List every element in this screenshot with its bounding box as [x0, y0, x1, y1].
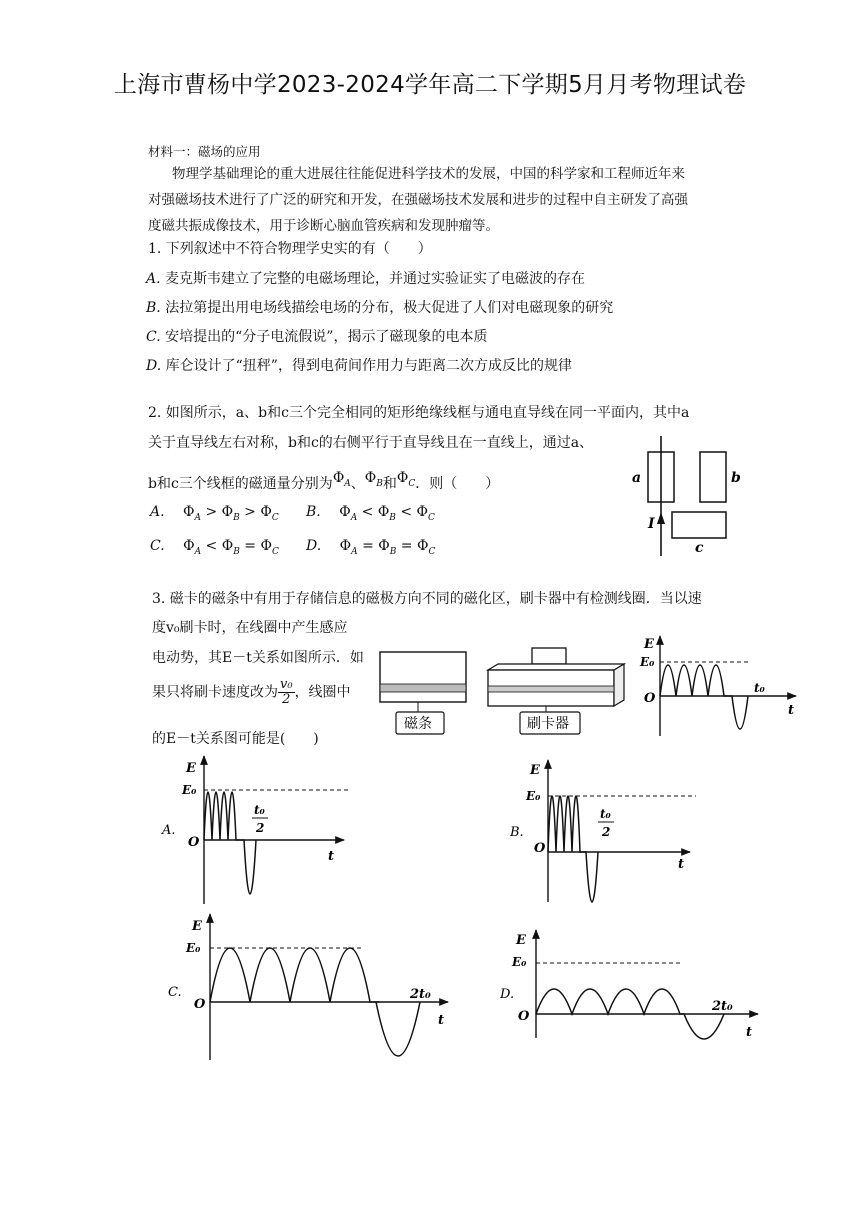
label-a: a	[632, 470, 642, 486]
phi-c-symbol: $\Phi_C$	[396, 470, 416, 489]
q2-line-2: 关于直导线左右对称，b和c的右侧平行于直导线且在一直线上，通过a、	[148, 435, 594, 451]
graph-c-origin-label: O	[194, 997, 206, 1012]
graph-b-curve	[548, 796, 598, 902]
q2-option-b-text: $\Phi_A < \Phi_B < \Phi_C$	[339, 504, 435, 523]
graph-b-tick-num: t₀	[600, 807, 611, 821]
q3-line-5: 的E－t关系图可能是( )	[152, 731, 319, 747]
graph-b-e0-label: E₀	[526, 789, 541, 803]
card-label: 磁条	[404, 716, 432, 732]
graph-a-letter: A.	[162, 823, 176, 838]
graph-a-tick-num: t₀	[254, 803, 265, 817]
graph-a-curve	[204, 792, 256, 894]
q1-option-c-text: 安培提出的“分子电流假说”，揭示了磁现象的电本质	[165, 329, 488, 345]
q1-option-a-text: 麦克斯韦建立了完整的电磁场理论，并通过实验证实了电磁波的存在	[165, 271, 586, 287]
graph-d-2t0-label: 2t₀	[712, 999, 733, 1014]
card-label-box	[396, 712, 444, 734]
graph-b[interactable]	[506, 756, 706, 906]
material-line-3: 度磁共振成像技术，用于诊断心脑血管疾病和发现肿瘤等。	[148, 218, 499, 234]
q2-option-a-letter: A.	[150, 504, 165, 520]
q1-option-c[interactable]	[146, 326, 487, 346]
q1-option-a-letter: A.	[146, 271, 161, 287]
speed-fraction: $\frac{\text{v₀}}{2}$	[280, 677, 293, 707]
q2-option-d-letter: D.	[306, 538, 322, 554]
graph-d-t-label: t	[746, 1025, 753, 1040]
q1-option-a[interactable]	[146, 268, 585, 288]
graph-c-e0-label: E₀	[186, 941, 201, 955]
q2-option-b[interactable]	[306, 504, 435, 523]
card-reader-illustration	[378, 646, 628, 742]
q1-option-d-letter: D.	[146, 358, 162, 374]
q2-line-3	[148, 470, 499, 493]
q2-option-a-text: $\Phi_A > \Phi_B > \Phi_C$	[183, 504, 279, 523]
q2-line-3-sep2: 和	[382, 476, 397, 492]
q2-option-c[interactable]	[150, 538, 279, 557]
q1-option-b-letter: B.	[146, 300, 161, 316]
frame-c	[672, 512, 726, 538]
label-current: I	[648, 516, 655, 532]
material-line-2: 对强磁场技术进行了广泛的研究和开发，在强磁场技术发展和进步的过程中自主研发了高强	[148, 192, 688, 208]
main-origin-label: O	[644, 691, 656, 706]
graph-c[interactable]	[164, 910, 460, 1064]
q2-option-c-letter: C.	[150, 538, 165, 554]
graph-c-e-label: E	[192, 919, 202, 934]
graph-b-origin-label: O	[534, 841, 546, 856]
graph-a-origin-label: O	[188, 835, 200, 850]
current-arrow-icon	[657, 512, 665, 524]
wire-frames-figure	[628, 432, 758, 560]
material-heading: 材料一：磁场的应用	[148, 144, 261, 159]
main-e0-label: E₀	[640, 655, 655, 669]
graph-b-e-label: E	[530, 763, 540, 778]
graph-a-tick-den: 2	[256, 821, 265, 835]
label-c: c	[695, 540, 704, 556]
graph-c-t-label: t	[438, 1013, 445, 1028]
graph-d-letter: D.	[500, 987, 515, 1002]
graph-d-origin-label: O	[518, 1009, 530, 1024]
material-line-1: 物理学基础理论的重大进展往往能促进科学技术的发展，中国的科学家和工程师近年来	[172, 166, 685, 182]
q2-option-d[interactable]	[306, 538, 435, 557]
graph-a-t-label: t	[328, 849, 335, 864]
q2-line-1: 2. 如图所示，a、b和c三个完全相同的矩形绝缘线框与通电直导线在同一平面内，其中a	[148, 405, 690, 421]
label-b: b	[731, 470, 741, 486]
q1-option-c-letter: C.	[146, 329, 161, 345]
main-curve	[660, 665, 748, 729]
graph-d-e-label: E	[516, 933, 526, 948]
graph-a-e0-label: E₀	[182, 783, 197, 797]
reader-slot	[488, 686, 614, 692]
q2-option-a[interactable]	[150, 504, 279, 523]
card-reader-icon	[488, 648, 624, 716]
q3-line-2: 度v₀刷卡时，在线圈中产生感应	[152, 620, 348, 636]
graph-a[interactable]	[158, 752, 358, 912]
graph-c-letter: C.	[168, 985, 182, 1000]
page-title: 上海市曹杨中学2023-2024学年高二下学期5月月考物理试卷	[113, 72, 747, 98]
phi-a-symbol: $\Phi_A$	[332, 470, 351, 489]
q3-line-3: 电动势，其E－t关系如图所示．如	[152, 650, 364, 666]
graph-b-tick-den: 2	[602, 825, 611, 839]
graph-d[interactable]	[496, 926, 766, 1042]
q2-line-3-post: ．则（ ）	[415, 476, 500, 492]
q1-option-b[interactable]	[146, 297, 613, 317]
graph-main	[636, 632, 802, 744]
q2-line-3-pre: b和c三个线框的磁通量分别为	[148, 476, 333, 492]
q1-stem: 1. 下列叙述中不符合物理学史实的有（ ）	[148, 241, 432, 257]
reader-label: 刷卡器	[527, 716, 569, 732]
graph-a-e-label: E	[186, 761, 196, 776]
q1-option-d[interactable]	[146, 355, 572, 375]
magnetic-card-icon	[380, 652, 466, 716]
q2-line-3-sep1: 、	[350, 476, 365, 492]
q1-option-d-text: 库仑设计了“扭秤”，得到电荷间作用力与距离二次方成反比的规律	[165, 358, 572, 374]
phi-b-symbol: $\Phi_B$	[364, 470, 383, 489]
frame-b	[700, 452, 726, 502]
magnetic-stripe	[380, 684, 466, 692]
q3-line-4-post: ，线圈中	[294, 684, 351, 701]
graph-d-e0-label: E₀	[512, 955, 527, 969]
q2-option-c-text: $\Phi_A < \Phi_B = \Phi_C$	[183, 538, 279, 557]
main-t0-label: t₀	[754, 681, 765, 695]
q1-option-b-text: 法拉第提出用电场线描绘电场的分布，极大促进了人们对电磁现象的研究	[165, 300, 614, 316]
q2-option-b-letter: B.	[306, 504, 321, 520]
graph-c-2t0-label: 2t₀	[410, 987, 431, 1002]
q3-line-1: 3. 磁卡的磁条中有用于存储信息的磁极方向不同的磁化区，刷卡器中有检测线圈．当以速	[152, 591, 702, 607]
main-e-label: E	[644, 637, 654, 652]
graph-b-t-label: t	[678, 857, 685, 872]
q2-option-d-text: $\Phi_A = \Phi_B = \Phi_C$	[339, 538, 436, 557]
q3-line-4-pre: 果只将刷卡速度改为	[152, 684, 278, 701]
main-t-label: t	[788, 703, 795, 718]
graph-b-letter: B.	[510, 825, 524, 840]
reader-label-box	[520, 712, 580, 734]
q3-line-4	[152, 678, 351, 707]
